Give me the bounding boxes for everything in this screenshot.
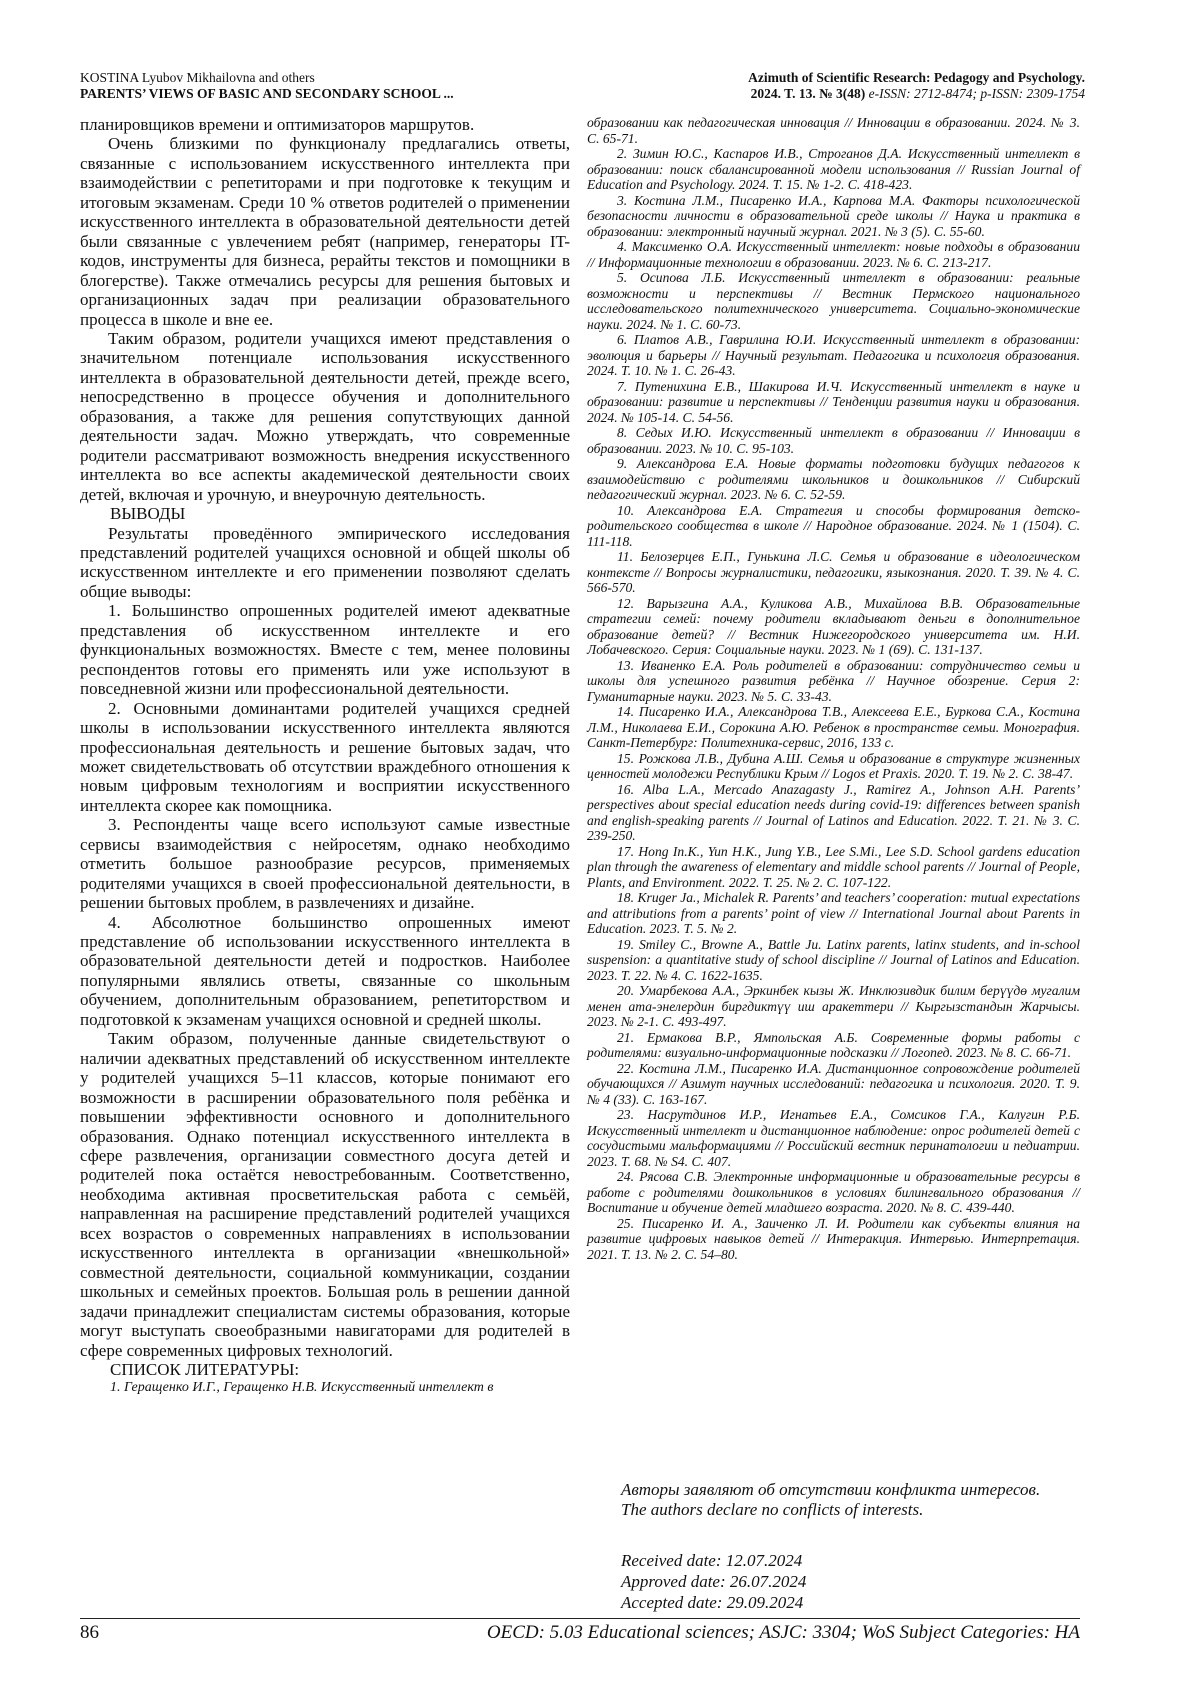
header-authors: KOSTINA Lyubov Mikhailovna and others [80,70,315,85]
reference-item: 5. Осипова Л.Б. Искусственный интеллект в образовании: реальные возможности и перспективы // Вестник Пермского национального исследовательского политехнического университета. Социально-экономические науки. 2024. № 1. С. 60-73. [587,270,1080,332]
reference-item: 12. Варызгина А.А., Куликова А.В., Михайлова В.В. Образовательные стратегии семей: почему родители вкладывают деньги в дополнительное образование детей? // Вестник Нижегородского университета им. Н.И. Лобачевского. Серия: Социальные науки. 2023. № 1 (69). С. 131-137. [587,595,1080,657]
running-header-left [80,70,580,102]
reference-item: 21. Ермакова В.Р., Ямпольская А.Б. Современные формы работы с родителями: визуально-информационные подсказки // Логопед. 2023. № 8. С. 66-71. [587,1029,1080,1060]
body-paragraph: планировщиков времени и оптимизаторов маршрутов. [80,115,475,134]
reference-item: 9. Александрова Е.А. Новые форматы подготовки будущих педагогов к взаимодействию с родителями школьников и дошкольников // Сибирский педагогический журнал. 2023. № 6. С. 52-59. [587,456,1080,502]
accepted-date: Accepted date: 29.09.2024 [621,1593,804,1612]
reference-item: 10. Александрова Е.А. Стратегия и способы формирования детско-родительского сообщества в школе // Народное образование. 2024. № 1 (1504). С. 111-118. [587,502,1080,549]
reference-item: 7. Путенихина Е.В., Шакирова И.Ч. Искусственный интеллект в науке и образовании: развитие и перспективы // Тенденции развития науки и образования. 2024. № 105-14. С. 54-56. [587,378,1080,425]
reference-item: 18. Kruger Ja., Michalek R. Parents’ and teachers’ cooperation: mutual expectations and attributions from a parents’ point of view // International Journal about Parents in Education. 2023. Т. 5. № 2. [587,890,1080,936]
declaration-ru: Авторы заявляют об отсутствии конфликта интересов. [621,1480,1041,1499]
reference-item: 3. Костина Л.М., Писаренко И.А., Карпова М.А. Факторы психологической безопасности личности в образовательной среде школы // Наука и практика в образовании: электронный научный журнал. 2021. № 3 (5). С. 55-60. [587,192,1080,239]
declaration-en: The authors declare no conflicts of interests. [621,1500,924,1519]
article-dates [621,1550,806,1613]
reference-item: 20. Умарбекова А.А., Эркинбек кызы Ж. Инклюзивдик билим берүүдө мугалим менен ата-энелердин биргдиктүү иш аракеттери // Кыргызстандын Жарчысы. 2023. № 2-1. С. 493-497. [587,983,1080,1029]
reference-item: 23. Насрутдинов И.Р., Игнатьев Е.А., Сомсиков Г.А., Калугин Р.Б. Искусственный интеллект и дистанционное наблюдение: опрос родителей детей с сосудистыми мальформациями // Российский вестник перинатологии и педиатрии. 2023. Т. 68. № S4. С. 407. [587,1107,1080,1169]
header-issn: e-ISSN: 2712-8474; p-ISSN: 2309-1754 [865,86,1085,101]
reference-item: 6. Платов А.В., Гаврилина Ю.И. Искусственный интеллект в образовании: эволюция и барьеры // Научный результат. Педагогика и психология образования. 2024. Т. 10. № 1. С. 26-43. [587,332,1080,378]
body-paragraph: 3. Респонденты чаще всего используют самые известные сервисы взаимодействия с нейросетям, однако необходимо отметить большое разнообразие ресурсов, применяемых родителями учащихся в своей профессиональной деятельности, в решении бытовых проблем, в развлечениях и дизайне. [80,815,570,913]
body-paragraph: Очень близкими по функционалу предлагались ответы, связанные с использованием искусственного интеллекта при взаимодействии с репетиторами и при подготовке к текущим и итоговым экзаменам. Среди 10 % ответов родителей о применении искусственного интеллекта в образовательной деятельности детей были связанные с увлечением ребят (например, генераторы IT-кодов, инструменты для бизнеса, рерайты текстов и помощники в блогерстве). Также отмечались ресурсы для решения бытовых и организационных задач при реализации образовательного процесса в школе и вне ее. [80,134,570,329]
references-column [587,115,1080,1262]
reference-item: 17. Hong In.K., Yun H.K., Jung Y.B., Lee S.Mi., Lee S.D. School gardens education plan through the awareness of elementary and middle school parents // Journal of People, Plants, and Environment. 2022. Т. 25. № 2. С. 107-122. [587,843,1080,890]
reference-item: 24. Рясова С.В. Электронные информационные и образовательные ресурсы в работе с родителями дошкольников в условиях билингвального образования // Воспитание и обучение детей младшего возраста. 2020. № 8. С. 439-440. [587,1169,1080,1215]
body-paragraph: 1. Большинство опрошенных родителей имеют адекватные представления об искусственном интеллекте и его функциональных возможностях. Вместе с тем, менее половины респондентов готовы его применять или уже используют в повседневной жизни или профессиональной деятельности. [80,601,570,699]
header-article-title: PARENTS’ VIEWS OF BASIC AND SECONDARY SCHOOL ... [80,86,454,101]
body-paragraph: 4. Абсолютное большинство опрошенных имеют представление об использовании искусственного интеллекта в образовательной деятельности детей и подростков. Наиболее популярными являлись ответы, связанные со школьным обучением, дополнительным образованием, репетиторством и подготовкой к экзаменам учащихся основной и средней школы. [80,912,570,1029]
left-column [80,115,570,1396]
footer-divider [80,1618,1080,1619]
body-paragraph: 1. Геращенко И.Г., Геращенко Н.В. Искусственный интеллект в [110,1380,494,1396]
reference-item: 2. Зимин Ю.С., Каспаров И.В., Строганов Д.А. Искусственный интеллект в образовании: поиск сбалансированной модели использования // Russian Journal of Education and Psychology. 2024. Т. 15. № 1-2. С. 418-423. [587,146,1080,192]
body-paragraph: Таким образом, родители учащихся имеют представления о значительном потенциале использования искусственного интеллекта в образовательной деятельности детей, прежде всего, непосредственно в процессе обучения и дополнительного образования, а также для решения сопутствующих данной деятельности задач. Можно утверждать, что современные родители рассматривают возможность внедрения искусственного интеллекта во все аспекты академической деятельности своих детей, включая и урочную, и внеурочную деятельность. [80,328,570,504]
reference-item: 15. Рожкова Л.В., Дубина А.Ш. Семья и образование в структуре жизненных ценностей молодежи Республики Крым // Logos et Praxis. 2020. Т. 19. № 2. С. 38-47. [587,750,1080,781]
reference-item: 25. Писаренко И. А., Заиченко Л. И. Родители как субъекты влияния на развитие цифровых навыков детей // Интеракция. Интервью. Интерпретация. 2021. Т. 13. № 2. С. 54–80. [587,1215,1080,1262]
reference-item: 4. Максименко О.А. Искусственный интеллект: новые подходы в образовании // Информационные технологии в образовании. 2023. № 6. С. 213-217. [587,239,1080,270]
body-paragraph: Таким образом, полученные данные свидетельствуют о наличии адекватных представлений об искусственном интеллекте у родителей учащихся 5–11 классов, которые понимают его возможности в расширении образовательного поля ребёнка и повышении эффективности основного и дополнительного образования. Однако потенциал искусственного интеллекта в сфере развлечения, организации совместного досуга детей и родителей пока остаётся невостребованным. Соответственно, необходима активная просветительская работа с семьёй, направленная на расширение представлений родителей учащихся всех возрастов о современных направлениях в использовании искусственного интеллекта в организации «внешкольной» совместной деятельности, социальной коммуникации, создании школьных и семейных проектов. Большая роль в решении данной задачи принадлежит специалистам системы образования, которые могут выступать своеобразными навигаторами для родителей в сфере современных цифровых технологий. [80,1029,570,1360]
section-heading: ВЫВОДЫ [110,504,186,524]
header-issue: 2024. T. 13. № 3(48) [750,86,866,101]
body-paragraph: 2. Основными доминантами родителей учащихся средней школы в использовании искусственного интеллекта являются профессиональная деятельность и решение бытовых задач, что может свидетельствовать об отсутствии враждебного отношения к новым цифровым технологиям и восприятии искусственного интеллекта скорее как помощника. [80,698,570,815]
header-journal: Azimuth of Scientific Research: Pedagogy and Psychology. [748,70,1085,85]
body-paragraph: Результаты проведённого эмпирического исследования представлений родителей учащихся основной и общей школы об искусственном интеллекте и его применении позволяют сделать общие выводы: [80,523,570,601]
approved-date: Approved date: 26.07.2024 [621,1572,807,1591]
conflict-declaration [587,1480,1080,1520]
reference-item: 19. Smiley C., Browne A., Battle Ju. Latinx parents, latinx students, and in-school suspension: a quantitative study of school discipline // Journal of Latinos and Education. 2023. Т. 22. № 4. С. 1622-1635. [587,936,1080,983]
page-number: 86 [80,1622,99,1643]
reference-item: образовании как педагогическая инновация // Инновации в образовании. 2024. № 3. С. 65-71. [587,115,1080,146]
reference-item: 11. Белозерцев Е.П., Гунькина Л.С. Семья и образование в идеологическом контексте // Вопросы журналистики, педагогики, языкознания. 2020. Т. 39. № 4. С. 566-570. [587,549,1080,595]
reference-item: 14. Писаренко И.А., Александрова Т.В., Алексеева Е.Е., Буркова С.А., Костина Л.М., Николаева Е.И., Сорокина А.Ю. Ребенок в пространстве семьи. Монография. Санкт-Петербург: Политехника-сервис, 2016, 133 с. [587,704,1080,750]
header-issue-line [525,86,1085,102]
reference-item: 22. Костина Л.М., Писаренко И.А. Дистанционное сопровождение родителей обучающихся // Азимут научных исследований: педагогика и психология. 2020. Т. 9. № 4 (33). С. 163-167. [587,1060,1080,1107]
received-date: Received date: 12.07.2024 [621,1551,803,1570]
reference-item: 16. Alba L.A., Mercado Anazagasty J., Ramirez A., Johnson A.H. Parents’ perspectives about special education needs during covid-19: differences between spanish and english-speaking parents // Journal of Latinos and Education. 2022. Т. 21. № 3. С. 239-250. [587,781,1080,843]
running-header-right [525,70,1085,102]
section-heading: СПИСОК ЛИТЕРАТУРЫ: [110,1360,300,1379]
reference-item: 8. Седых И.Ю. Искусственный интеллект в образовании // Инновации в образовании. 2023. № 10. С. 95-103. [587,425,1080,456]
reference-item: 13. Иваненко Е.А. Роль родителей в образовании: сотрудничество семьи и школы для успешного развития ребёнка // Научное обозрение. Серия 2: Гуманитарные науки. 2023. № 5. С. 33-43. [587,657,1080,704]
footer-classification: OECD: 5.03 Educational sciences; ASJC: 3304; WoS Subject Categories: HA [486,1622,1080,1643]
